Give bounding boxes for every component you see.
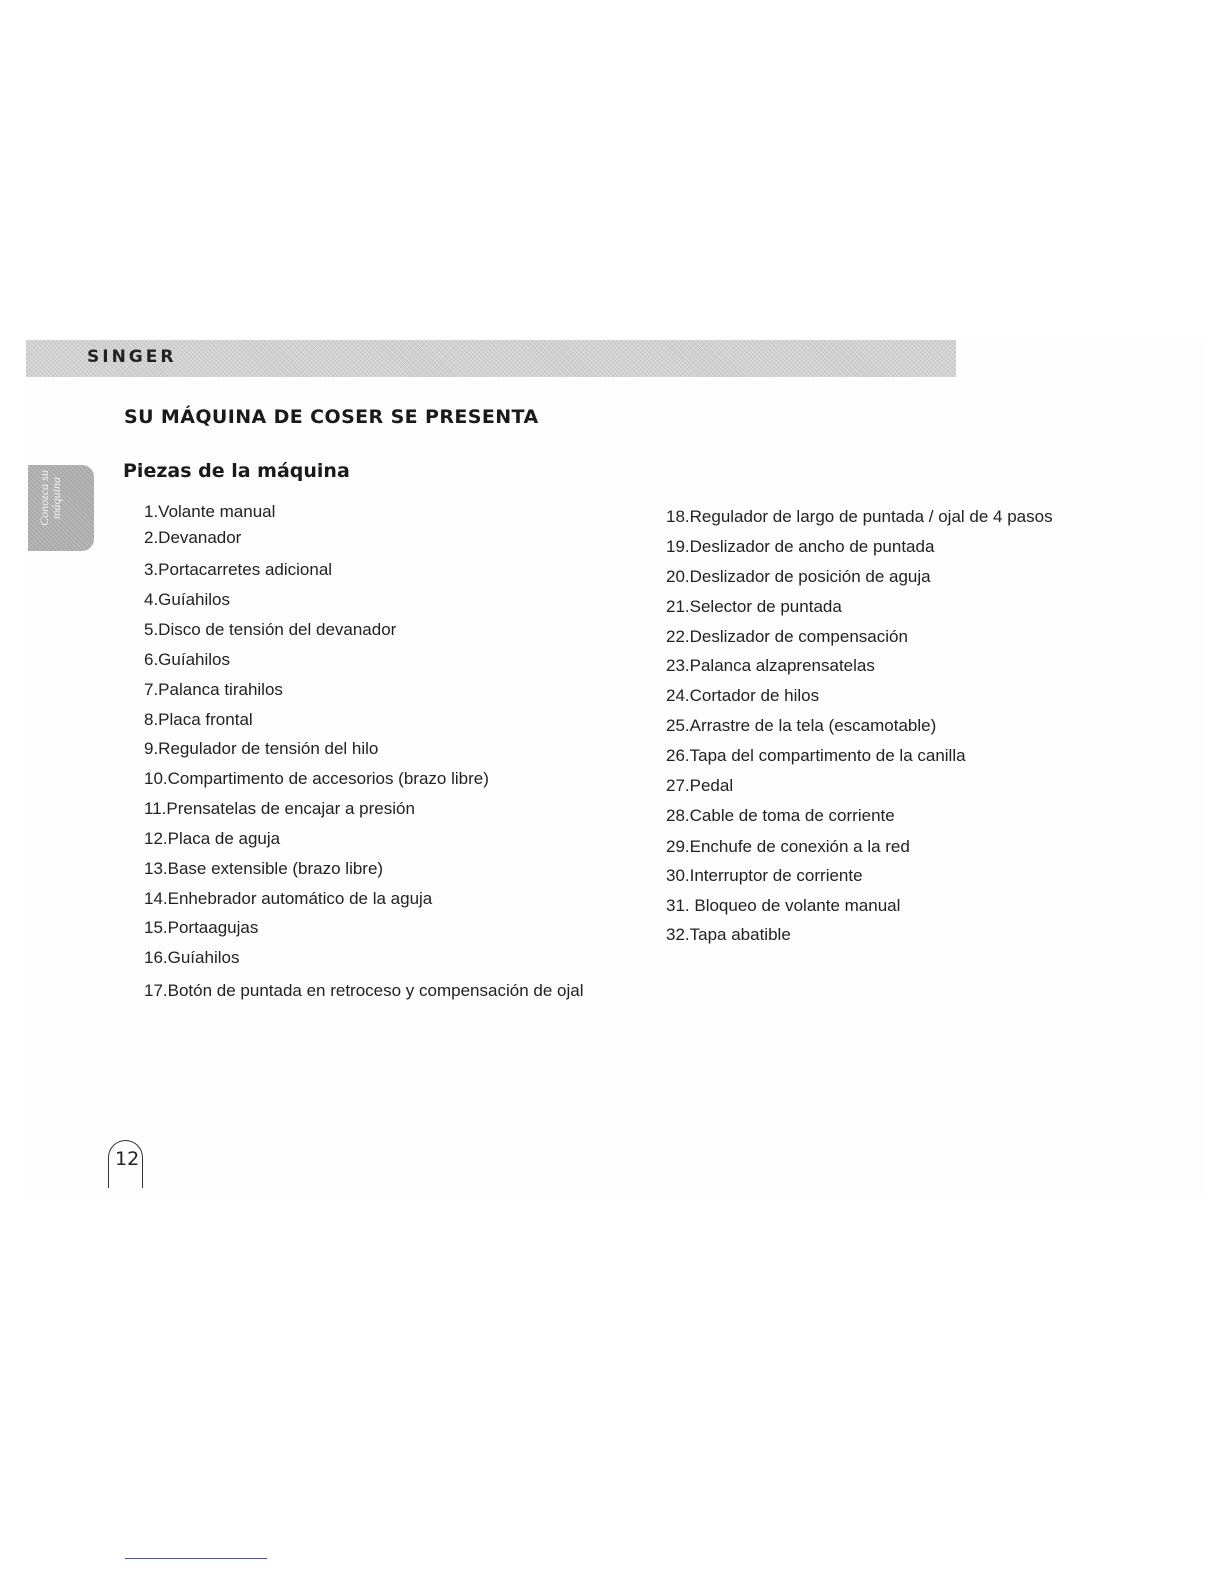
list-item: 21.Selector de puntada (666, 597, 842, 616)
bottom-rule (125, 1558, 267, 1559)
list-item: 22.Deslizador de compensación (666, 627, 908, 646)
list-item: 11.Prensatelas de encajar a presión (144, 799, 415, 818)
list-item: 18.Regulador de largo de puntada / ojal de 4 pasos (666, 507, 1053, 526)
list-item: 27.Pedal (666, 776, 734, 795)
list-item: 25.Arrastre de la tela (escamotable) (666, 716, 937, 735)
list-item: 20.Deslizador de posición de aguja (666, 567, 931, 586)
list-item: 12.Placa de aguja (144, 829, 281, 848)
list-item: 1.Volante manual (144, 502, 276, 521)
list-item: 10.Compartimento de accesorios (brazo libre) (144, 769, 489, 788)
list-item: 2.Devanador (144, 528, 242, 547)
list-item: 15.Portaagujas (144, 918, 259, 937)
list-item: 8.Placa frontal (144, 710, 253, 729)
section-title: Piezas de la máquina (123, 460, 350, 482)
list-item: 17.Botón de puntada en retroceso y compensación de ojal (144, 981, 584, 1000)
brand-name: SINGER (87, 347, 177, 367)
list-item: 19.Deslizador de ancho de puntada (666, 537, 935, 556)
list-item: 32.Tapa abatible (666, 925, 791, 944)
list-item: 16.Guíahilos (144, 948, 240, 967)
list-item: 26.Tapa del compartimento de la canilla (666, 746, 966, 765)
page-title: SU MÁQUINA DE COSER SE PRESENTA (124, 406, 539, 428)
list-item: 24.Cortador de hilos (666, 686, 820, 705)
list-item: 23.Palanca alzaprensatelas (666, 656, 875, 675)
list-item: 29.Enchufe de conexión a la red (666, 837, 910, 856)
list-item: 5.Disco de tensión del devanador (144, 620, 397, 639)
side-tab-label: Conozca su máquina (37, 470, 63, 526)
list-item: 9.Regulador de tensión del hilo (144, 739, 379, 758)
list-item: 13.Base extensible (brazo libre) (144, 859, 384, 878)
list-item: 3.Portacarretes adicional (144, 560, 333, 579)
list-item: 14.Enhebrador automático de la aguja (144, 889, 433, 908)
list-item: 4.Guíahilos (144, 590, 230, 609)
list-item: 30.Interruptor de corriente (666, 866, 863, 885)
list-item: 7.Palanca tirahilos (144, 680, 283, 699)
page-number: 12 (115, 1148, 140, 1170)
list-item: 6.Guíahilos (144, 650, 230, 669)
list-item: 28.Cable de toma de corriente (666, 806, 895, 825)
list-item: 31. Bloqueo de volante manual (666, 896, 901, 915)
